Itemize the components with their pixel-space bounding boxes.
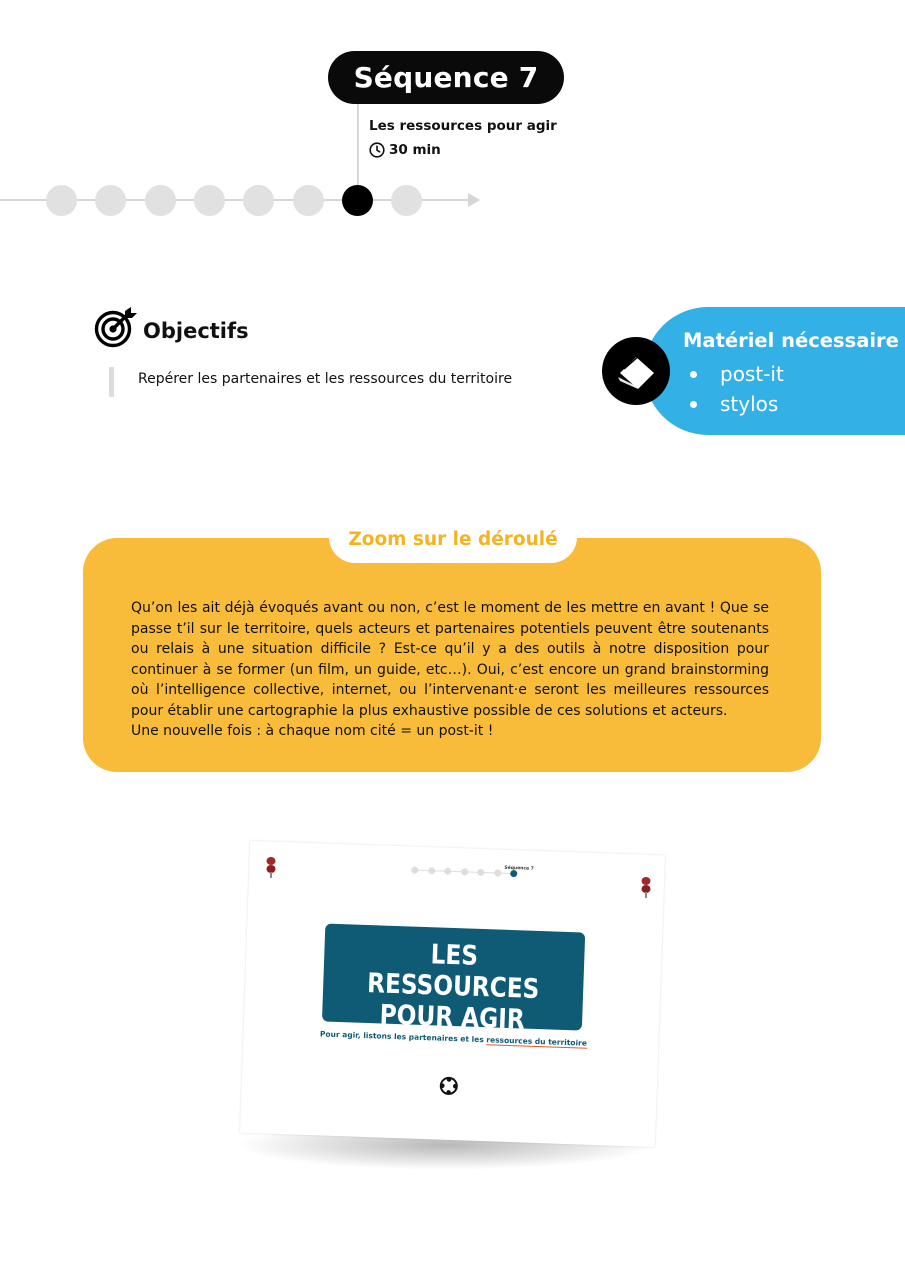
zoom-body xyxy=(131,598,769,742)
duration-text: 30 min xyxy=(389,142,441,158)
slide-timeline-dot xyxy=(461,868,468,875)
timeline-arrow-icon xyxy=(468,193,480,207)
slide-timeline-dot xyxy=(494,869,501,876)
slide-thumbnail xyxy=(240,841,665,1147)
materiel-item: post-it xyxy=(688,359,784,389)
slide-timeline-steps xyxy=(250,841,665,855)
post-it-icon xyxy=(602,337,670,405)
sequence-subtitle: Les ressources pour agir xyxy=(369,118,557,134)
timeline-step-dot xyxy=(95,185,126,216)
slide-title-line2: POUR AGIR xyxy=(379,999,526,1036)
pushpin-icon xyxy=(640,876,652,894)
slide-title-line1: LES RESSOURCES xyxy=(366,939,540,1006)
pushpin-icon xyxy=(265,856,277,874)
materiel-heading: Matériel nécessaire xyxy=(683,329,899,352)
logo-icon xyxy=(438,1076,459,1101)
slide-subtitle-start: Pour agir, listons les partenaires et les xyxy=(319,1029,487,1045)
timeline-step-dot xyxy=(194,185,225,216)
timeline-step-dot xyxy=(243,185,274,216)
slide-subtitle-highlight: ressources du territoire xyxy=(486,1035,588,1048)
slide-timeline-dot xyxy=(411,866,418,873)
clock-icon xyxy=(369,142,385,158)
objectifs-quote-bar xyxy=(109,367,114,397)
zoom-heading: Zoom sur le déroulé xyxy=(329,515,577,563)
slide-timeline-dot xyxy=(428,867,435,874)
target-icon xyxy=(93,305,137,353)
slide-title xyxy=(340,936,567,1037)
materiel-list xyxy=(688,359,784,419)
timeline-step-dot xyxy=(46,185,77,216)
zoom-paragraph: Qu’on les ait déjà évoqués avant ou non, c’est le moment de les mettre en avant ! Que se passe t’il sur le territoire, quels acteurs et partenaires potentiels peuvent être soutenants ou relais à une situation difficile ? Est-ce qu’il y a des outils à notre disposition pour continuer à se former (un film, un guide, etc…). Oui, c’est encore un grand brainstorming où l’intelligence collective, internet, ou l’intervenant·e seront les meilleures ressources pour établir une cartographie la plus exhaustive possible de ces solutions et acteurs. xyxy=(131,600,769,719)
objectifs-heading: Objectifs xyxy=(143,319,249,343)
slide-timeline-dot xyxy=(444,868,451,875)
materiel-item: stylos xyxy=(688,389,784,419)
timeline-step-dot xyxy=(145,185,176,216)
timeline-step-dot xyxy=(391,185,422,216)
timeline-step-dot xyxy=(293,185,324,216)
objectifs-text: Repérer les partenaires et les ressources du territoire xyxy=(138,371,513,387)
sequence-duration xyxy=(369,142,441,158)
sequence-title: Séquence 7 xyxy=(328,51,564,104)
timeline-step-dot xyxy=(342,185,373,216)
sequence-stem-line xyxy=(357,104,359,186)
slide-timeline-dot xyxy=(477,869,484,876)
slide-sequence-label: Séquence 7 xyxy=(504,865,534,872)
zoom-last-line: Une nouvelle fois : à chaque nom cité = un post-it ! xyxy=(131,723,494,739)
